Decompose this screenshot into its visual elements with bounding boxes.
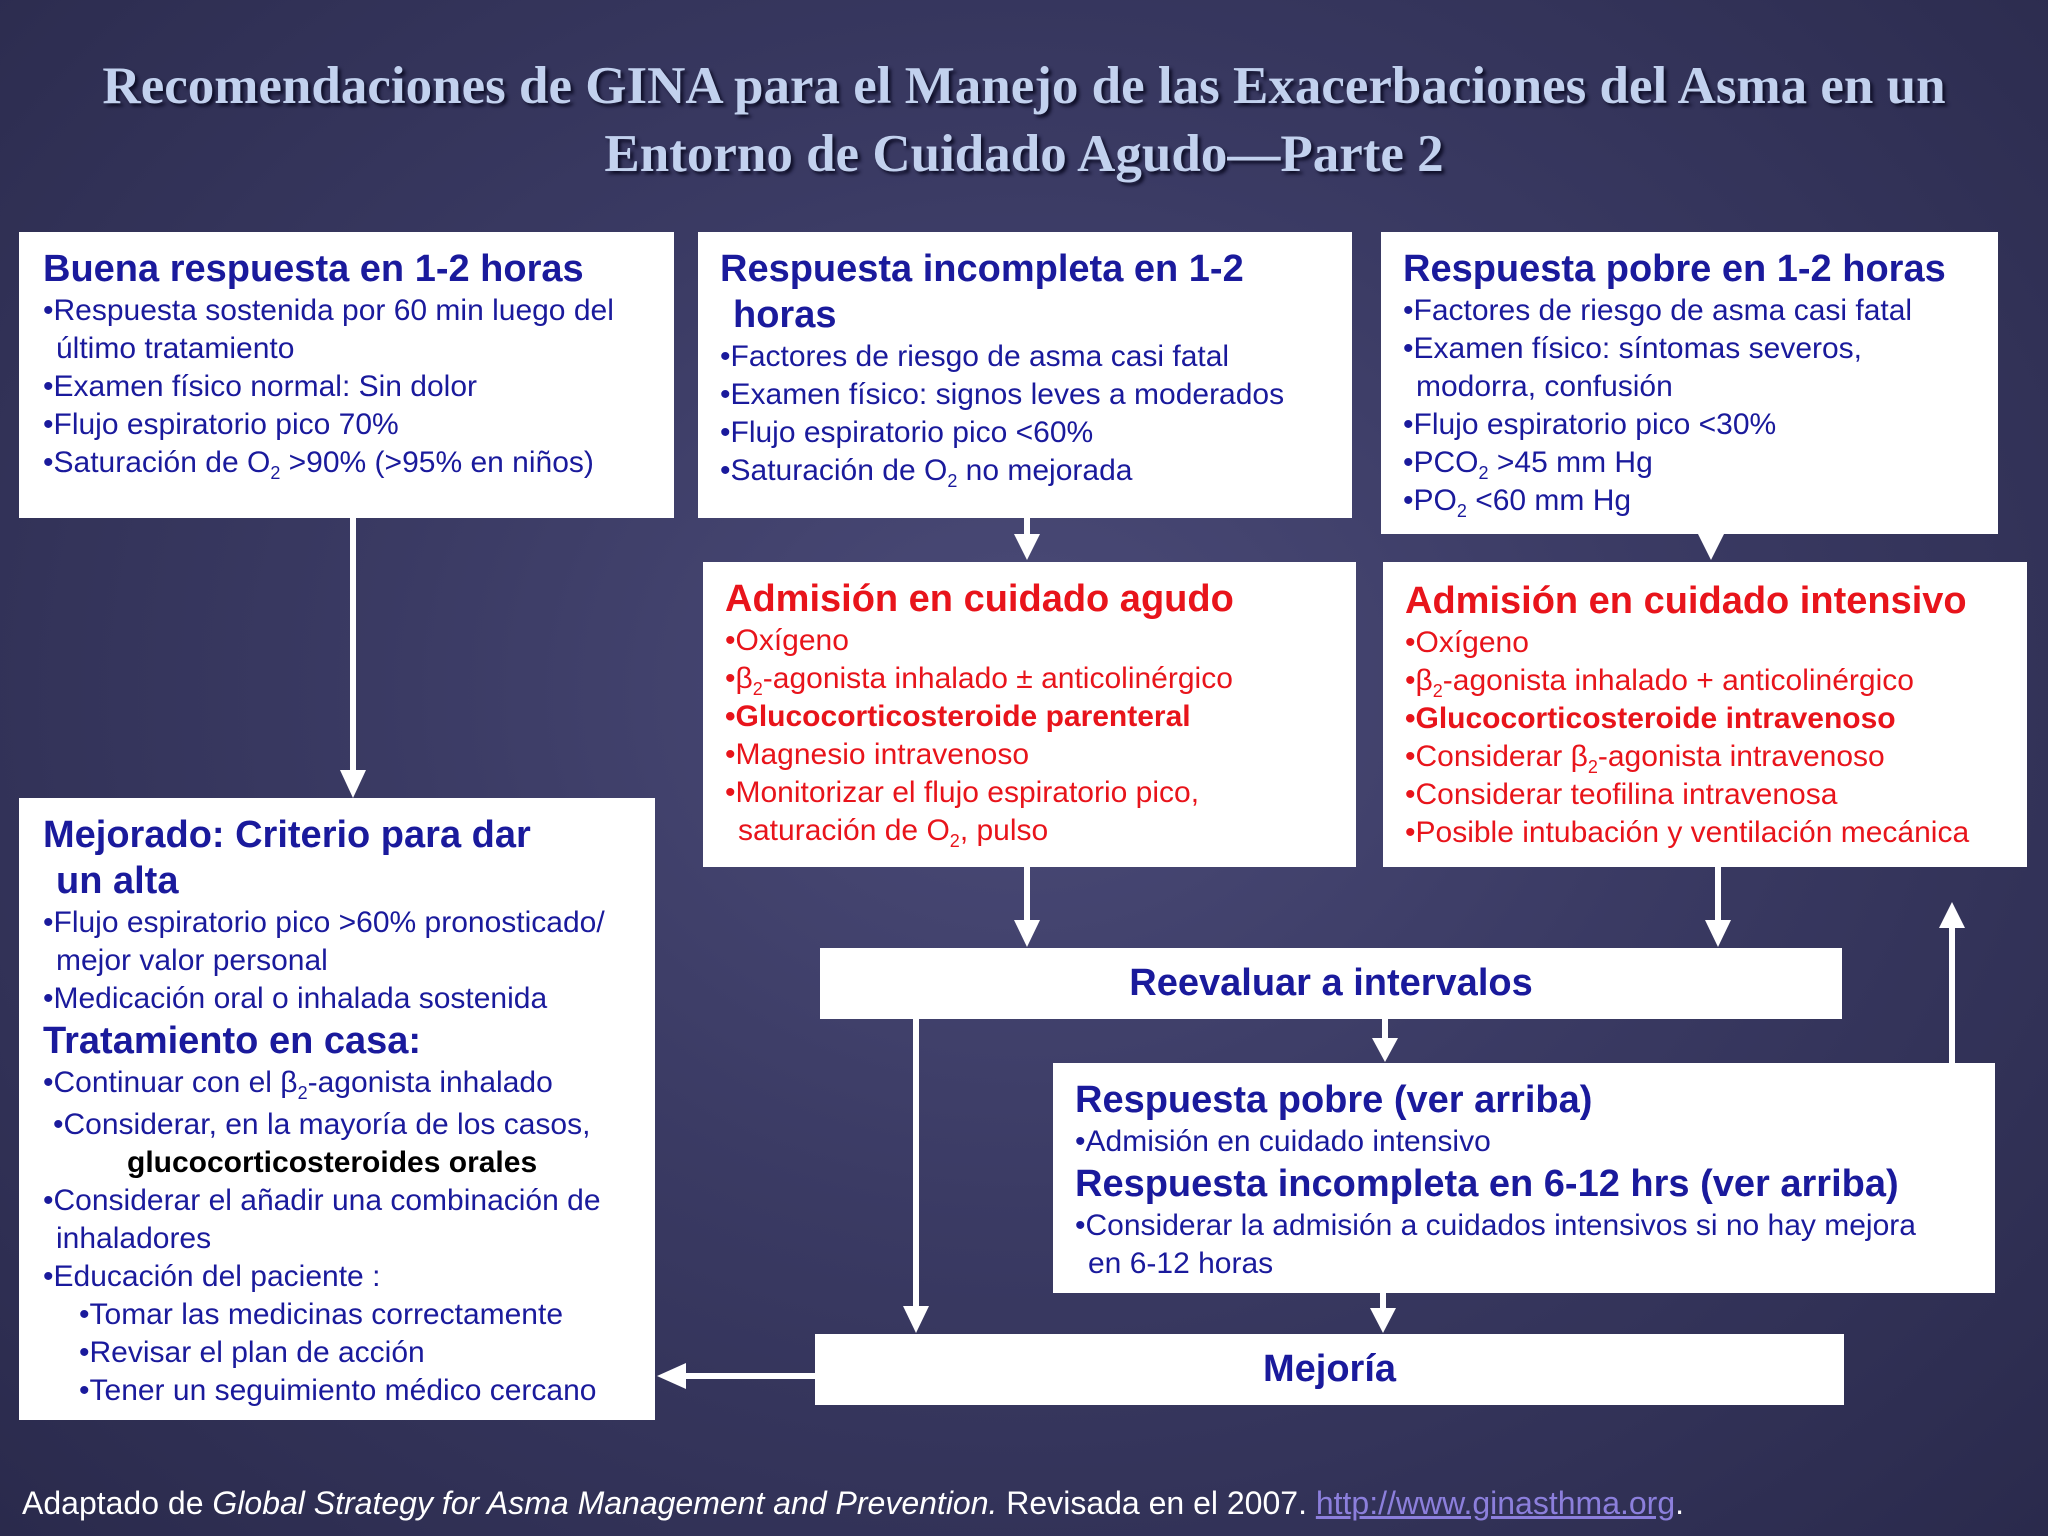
good-item-4: •Saturación de $O_2 >90\%$ (>95% en niños): [43, 446, 594, 483]
intensive-heading: Admisión en cuidado intensivo: [1405, 580, 1967, 622]
followup-heading-1: Respuesta pobre (ver arriba): [1075, 1079, 1593, 1121]
followup-item-1: •Admisión en cuidado intensivo: [1075, 1125, 1491, 1158]
acute-item-2: $•\beta_2$-agonista inhalado ± anticolinérgico: [725, 662, 1233, 699]
poor-item-2: •Examen físico: síntomas severos, modorra, confusión: [1403, 332, 1863, 403]
intensive-item-1: •Oxígeno: [1405, 626, 1529, 659]
incomplete-item-4: •Saturación de $O_2$ no mejorada: [720, 454, 1133, 491]
incomplete-item-3: •Flujo espiratorio pico <60%: [720, 416, 1094, 449]
poor-item-3: •Flujo espiratorio pico <30%: [1403, 408, 1777, 441]
arrowhead-mejoria-to-improved: [657, 1363, 686, 1389]
acute-item-5: •Monitorizar el flujo espiratorio pico, saturación de $O_2$, pulso: [725, 776, 1200, 851]
good-item-3: •Flujo espiratorio pico 70%: [43, 408, 399, 441]
incomplete-heading: Respuesta incompleta en 1-2 horas: [720, 248, 1244, 336]
arrowhead-reevaluate-to-followup: [1372, 1038, 1398, 1062]
incomplete-item-2: •Examen físico: signos leves a moderados: [720, 378, 1285, 411]
acute-item-4: •Magnesio intravenoso: [725, 738, 1030, 771]
acute-item-3: •Glucocorticosteroide parenteral: [725, 700, 1191, 733]
education-item-2: •Revisar el plan de acción: [79, 1336, 425, 1369]
reevaluate-box: Reevaluar a intervalos: [820, 948, 1842, 1019]
title-line-2: Entorno de Cuidado Agudo—Parte 2: [604, 125, 1444, 183]
home-item-4: •Educación del paciente :: [43, 1260, 381, 1293]
gina-link[interactable]: http://www.ginasthma.org: [1315, 1485, 1676, 1521]
good-item-1: •Respuesta sostenida por 60 min luego del último tratamiento: [43, 294, 614, 365]
improved-item-2: •Medicación oral o inhalada sostenida: [43, 982, 548, 1015]
home-item-1: •Continuar con el $\beta_2$-agonista inhalado: [43, 1066, 553, 1103]
intensive-item-3: •Glucocorticosteroide intravenoso: [1405, 702, 1896, 735]
improved-item-1: •Flujo espiratorio pico >60% pronosticado/ mejor valor personal: [43, 906, 605, 977]
arrowhead-good-to-improved: [340, 770, 366, 798]
arrowhead-incomplete-to-acute: [1014, 534, 1040, 560]
education-item-1: •Tomar las medicinas correctamente: [79, 1298, 564, 1331]
arrowhead-intensive-to-reevaluate: [1705, 920, 1731, 947]
home-item-3: •Considerar el añadir una combinación de inhaladores: [43, 1184, 601, 1255]
poor-item-4: $•PCO_2 >45$ mm Hg: [1403, 446, 1653, 483]
followup-heading-2: Respuesta incompleta en 6-12 hrs (ver arriba): [1075, 1163, 1899, 1205]
improvement-box: Mejoría: [815, 1334, 1844, 1405]
arrowhead-followup-to-intensive: [1939, 902, 1965, 928]
acute-heading: Admisión en cuidado agudo: [725, 578, 1234, 620]
home-treatment-heading: Tratamiento en casa:: [43, 1020, 422, 1062]
arrowhead-poor-to-intensive: [1697, 532, 1725, 560]
arrowhead-reevaluate-to-mejoria: [903, 1306, 929, 1333]
education-item-3: •Tener un seguimiento médico cercano: [79, 1374, 597, 1407]
arrowhead-followup-to-mejoria: [1370, 1308, 1396, 1333]
intensive-item-2: $•\beta_2$-agonista inhalado + anticolinérgico: [1405, 664, 1914, 701]
poor-item-1: •Factores de riesgo de asma casi fatal: [1403, 294, 1913, 327]
poor-heading: Respuesta pobre en 1-2 horas: [1403, 248, 1946, 290]
home-item-2: •Considerar, en la mayoría de los casos, glucocorticosteroides orales: [53, 1108, 591, 1179]
followup-item-2: •Considerar la admisión a cuidados intensivos si no hay mejora en 6-12 horas: [1075, 1209, 1916, 1280]
intensive-item-6: •Posible intubación y ventilación mecánica: [1405, 816, 1970, 849]
arrowhead-acute-to-reevaluate: [1014, 920, 1040, 947]
acute-item-1: •Oxígeno: [725, 624, 849, 657]
improved-heading: Mejorado: Criterio para dar un alta: [43, 814, 531, 902]
incomplete-item-1: •Factores de riesgo de asma casi fatal: [720, 340, 1230, 373]
intensive-item-4: •Considerar $\beta_2$-agonista intravenoso: [1405, 740, 1885, 777]
source-citation: Adaptado de Global Strategy for Asma Management and Prevention. Revisada en el 2007. http://www.ginasthma.org.: [22, 1485, 1685, 1521]
good-response-heading: Buena respuesta en 1-2 horas: [43, 248, 584, 290]
title-line-1: Recomendaciones de GINA para el Manejo de las Exacerbaciones del Asma en un: [102, 57, 1946, 115]
good-item-2: •Examen físico normal: Sin dolor: [43, 370, 478, 403]
poor-item-5: $•PO_2 <60$ mm Hg: [1403, 484, 1632, 521]
intensive-item-5: •Considerar teofilina intravenosa: [1405, 778, 1838, 811]
